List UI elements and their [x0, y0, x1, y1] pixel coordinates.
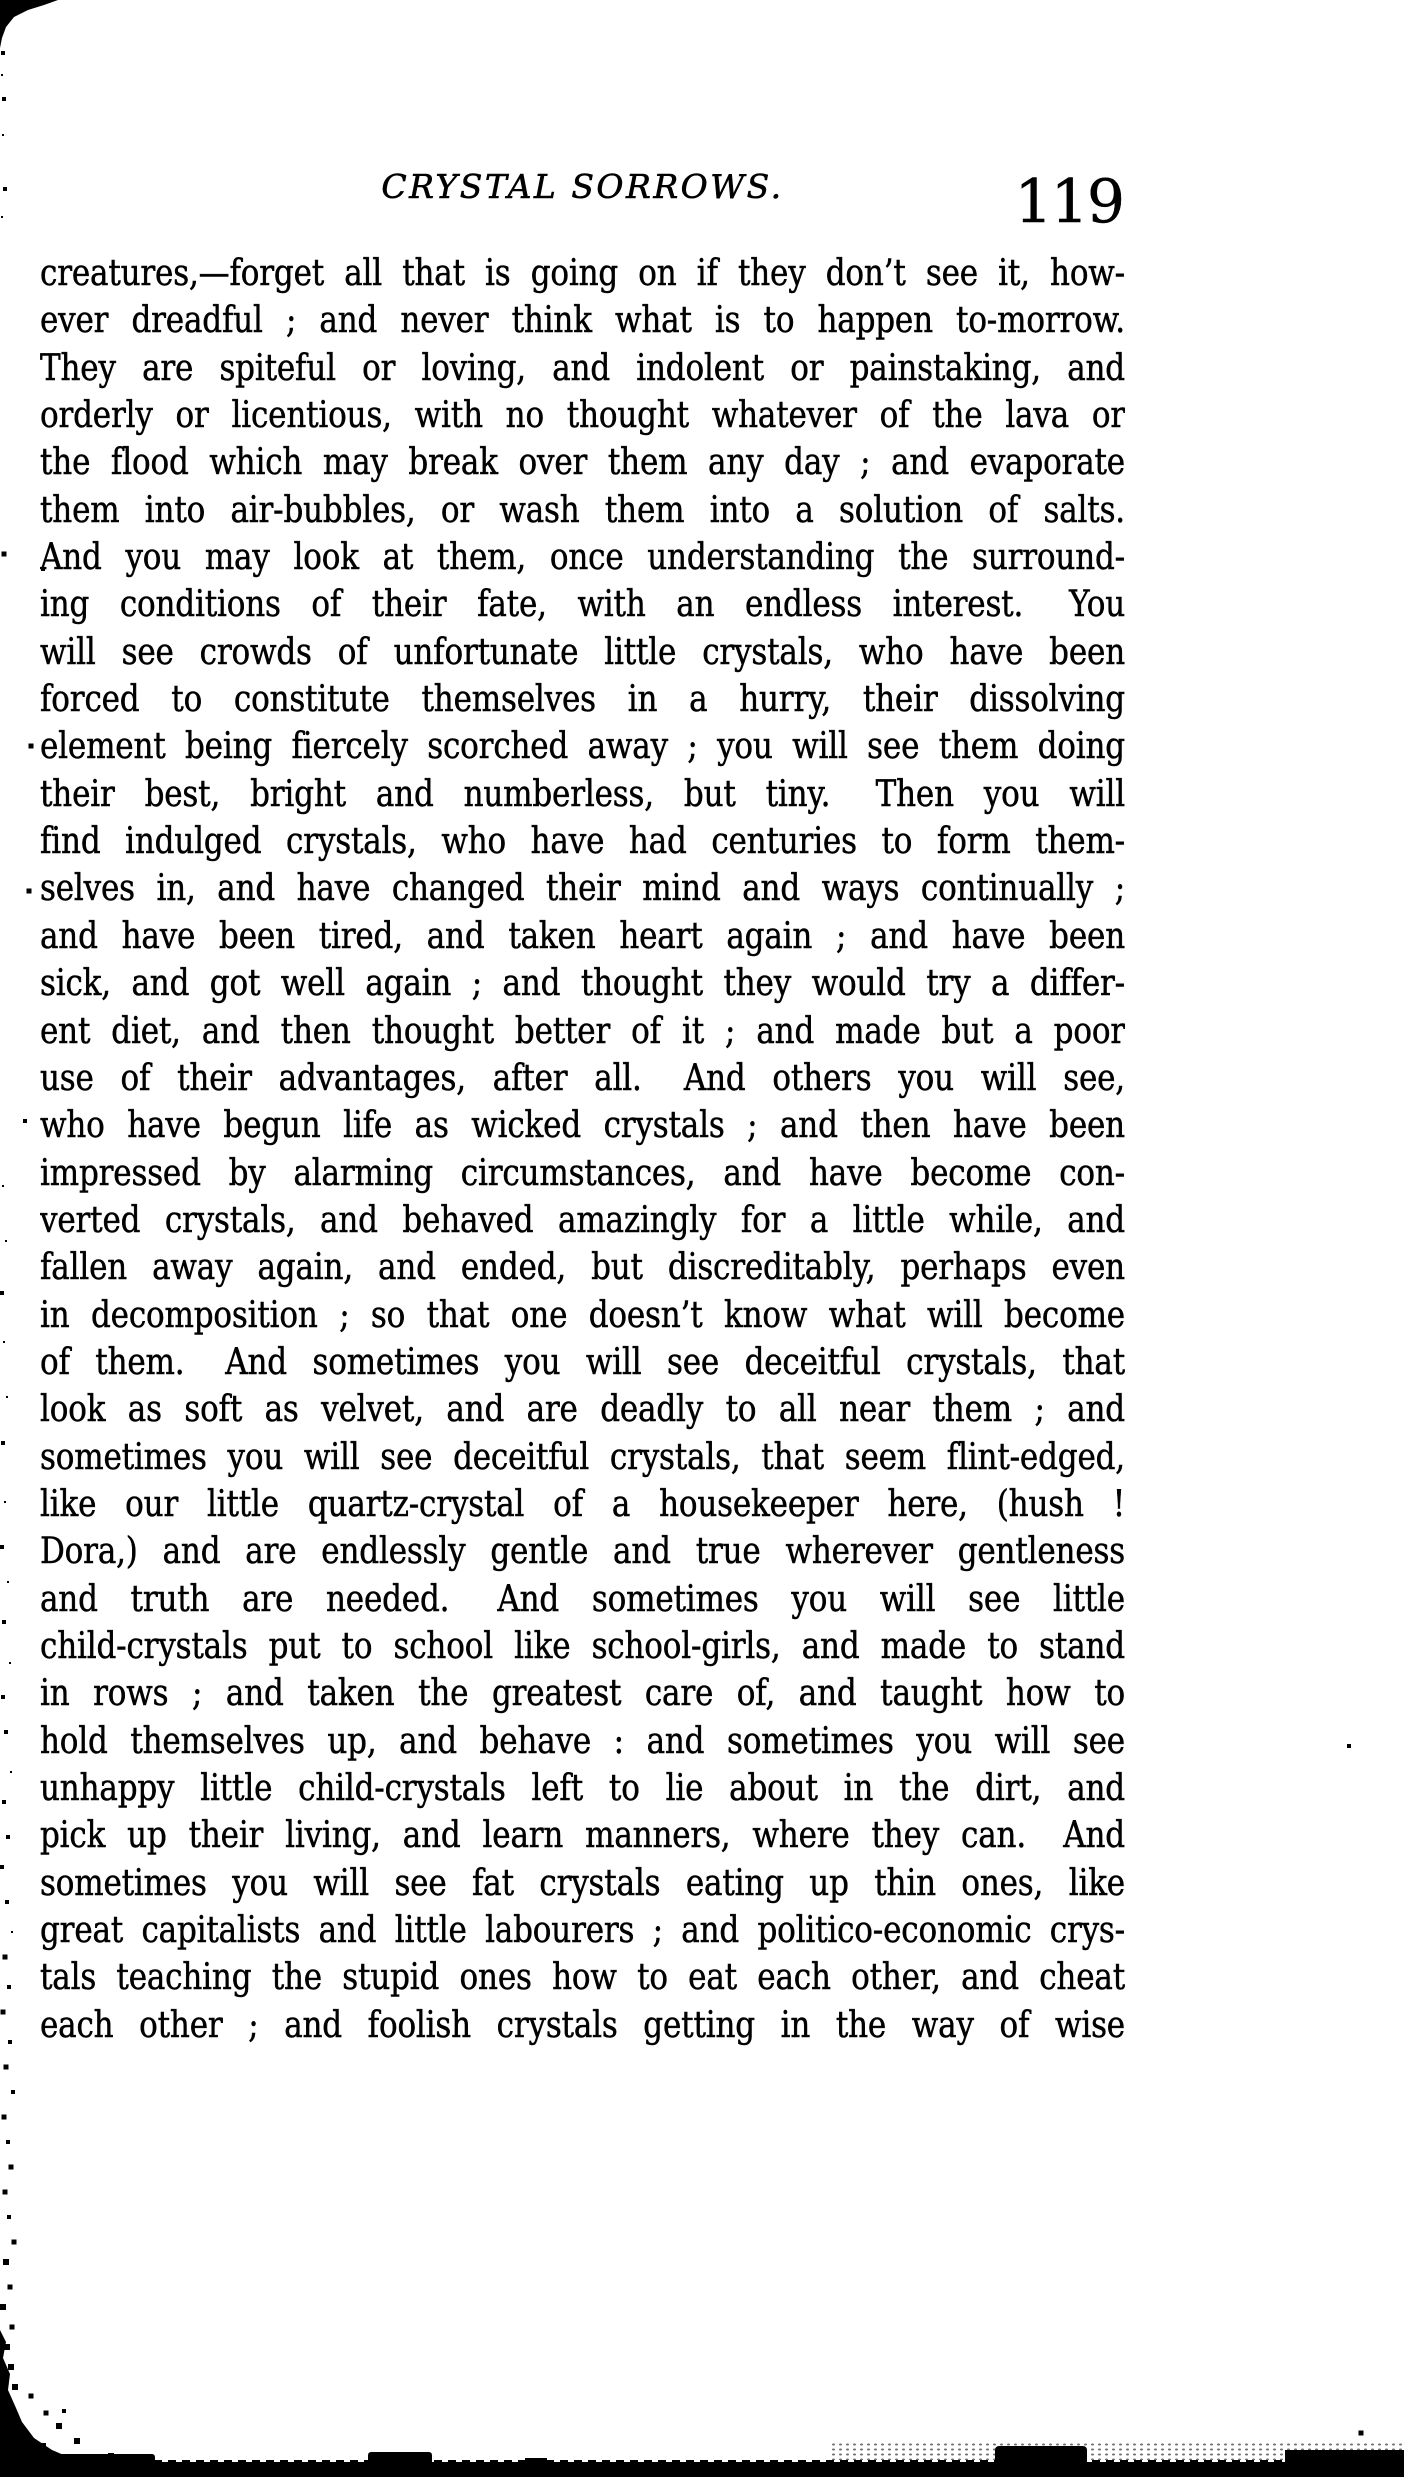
text-line: like our little quartz-crystal of a housekeeper here, (hush ! — [40, 1483, 1125, 1525]
text-line: them into air-bubbles, or wash them into a solution of salts. — [40, 489, 1125, 531]
scan-artifact-bottom-bump — [995, 2446, 1087, 2464]
text-line: look as soft as velvet, and are deadly to all near them ; and — [40, 1389, 1125, 1431]
scan-artifact-bottom-bump — [368, 2452, 432, 2464]
text-line: creatures,—forget all that is going on if they don’t see it, how- — [40, 253, 1125, 294]
text-line: find indulged crystals, who have had centuries to form them- — [40, 821, 1125, 863]
text-line: great capitalists and little labourers ; and politico-economic crys- — [40, 1910, 1125, 1952]
text-line: sometimes you will see fat crystals eating up thin ones, like — [40, 1862, 1125, 1904]
text-line: selves in, and have changed their mind and ways continually ; — [40, 868, 1125, 910]
text-line: hold themselves up, and behave : and sometimes you will see — [40, 1720, 1125, 1762]
text-line: impressed by alarming circumstances, and have become con- — [40, 1152, 1125, 1194]
scan-artifact-bottom-band — [0, 2462, 1404, 2477]
body-text — [40, 250, 1125, 2049]
text-line: in decomposition ; so that one doesn’t know what will become — [40, 1294, 1125, 1336]
text-line: sick, and got well again ; and thought they would try a differ- — [40, 963, 1125, 1005]
text-line: and truth are needed. And sometimes you will see little — [40, 1578, 1125, 1620]
text-line: ever dreadful ; and never think what is to happen to-morrow. — [40, 300, 1125, 342]
text-line: child-crystals put to school like school-girls, and made to stand — [40, 1625, 1125, 1667]
text-line: orderly or licentious, with no thought whatever of the lava or — [40, 395, 1125, 437]
text-line: verted crystals, and behaved amazingly for a little while, and — [40, 1199, 1125, 1241]
text-line: Dora,) and are endlessly gentle and true wherever gentleness — [40, 1531, 1125, 1573]
text-line: tals teaching the stupid ones how to eat each other, and cheat — [40, 1957, 1125, 1999]
running-head-title: CRYSTAL SORROWS. — [381, 167, 784, 206]
scan-artifact-bottom-fringe — [0, 2460, 1404, 2463]
text-line: sometimes you will see deceitful crystals, that seem flint-edged, — [40, 1436, 1125, 1478]
scan-artifact-top-left-corner — [0, 0, 60, 48]
text-line: They are spiteful or loving, and indolent or painstaking, and — [40, 347, 1125, 389]
text-line: fallen away again, and ended, but discreditably, perhaps even — [40, 1247, 1125, 1289]
text-line: will see crowds of unfortunate little crystals, who have been — [40, 631, 1125, 673]
text-line: who have begun life as wicked crystals ; and then have been — [40, 1105, 1125, 1147]
scan-artifact-left-speckle-band — [0, 0, 2, 2]
text-line: each other ; and foolish crystals getting in the way of wise — [40, 2004, 1125, 2046]
scan-artifact-bottom-bump — [1285, 2450, 1404, 2465]
text-line: pick up their living, and learn manners, where they can. And — [40, 1815, 1125, 1857]
text-line: unhappy little child-crystals left to lie about in the dirt, and — [40, 1768, 1125, 1809]
page-number: 119 — [1014, 167, 1123, 237]
scan-artifact-bottom-bump — [525, 2458, 547, 2466]
scan-artifact-left-specks — [0, 0, 2, 2]
text-line: the flood which may break over them any day ; and evaporate — [40, 442, 1125, 484]
text-line: their best, bright and numberless, but tiny. Then you will — [40, 773, 1125, 815]
text-line: And you may look at them, once understanding the surround- — [40, 537, 1125, 579]
scan-artifact-bottom-left-blob — [0, 2330, 170, 2477]
scan-artifact-bottom-bump — [55, 2454, 155, 2464]
text-line: ing conditions of their fate, with an endless interest. You — [40, 584, 1125, 626]
text-line: and have been tired, and taken heart again ; and have been — [40, 915, 1125, 957]
text-line: forced to constitute themselves in a hurry, their dissolving — [40, 679, 1125, 721]
text-line: element being fiercely scorched away ; you will see them doing — [40, 726, 1125, 768]
scan-artifact-bottom-speckles — [830, 2442, 1404, 2460]
text-line: ent diet, and then thought better of it ; and made but a poor — [40, 1010, 1125, 1052]
text-line: of them. And sometimes you will see deceitful crystals, that — [40, 1341, 1125, 1383]
text-line: use of their advantages, after all. And others you will see, — [40, 1057, 1125, 1099]
text-line: in rows ; and taken the greatest care of, and taught how to — [40, 1673, 1125, 1715]
